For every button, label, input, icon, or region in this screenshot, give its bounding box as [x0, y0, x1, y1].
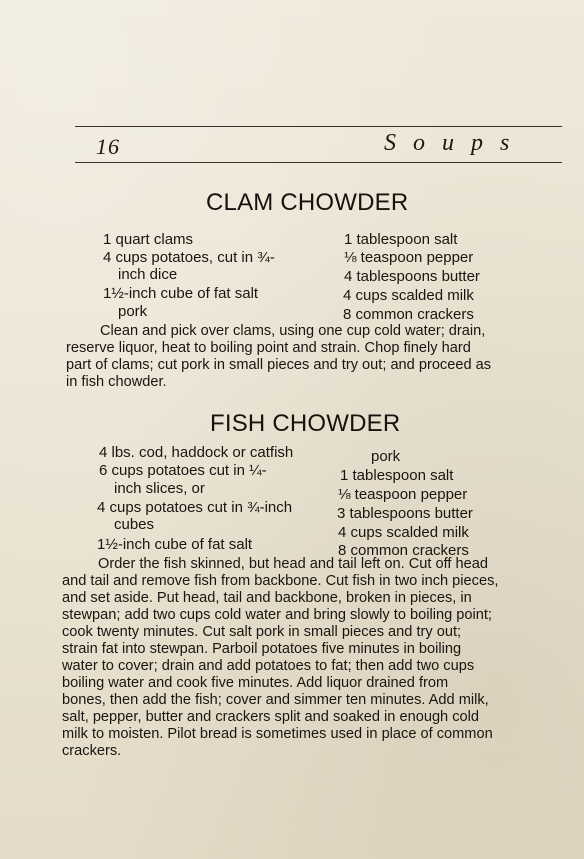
fish-ingredient: cubes — [114, 516, 155, 533]
direction-line: strain fat into stewpan. Parboil potatoes five minutes in boiling — [62, 641, 462, 657]
fish-chowder-directions — [62, 556, 498, 760]
fish-ingredient: inch slices, or — [114, 480, 205, 497]
clam-ingredient: 4 tablespoons butter — [344, 268, 480, 285]
clam-chowder-directions — [66, 323, 491, 391]
direction-line: and tail and remove fish from backbone. Cut fish in two inch pieces, — [62, 573, 499, 589]
fish-ingredient: 4 cups potatoes cut in ¾-inch — [97, 499, 293, 516]
fish-ingredient: 3 tablespoons butter — [337, 505, 473, 522]
fish-ingredient: ⅛ teaspoon pepper — [338, 486, 468, 503]
clam-ingredient: 1 quart clams — [103, 231, 194, 248]
clam-ingredient: 1½-inch cube of fat salt — [103, 285, 259, 302]
fish-ingredient: 1½-inch cube of fat salt — [97, 536, 253, 553]
page-number: 16 — [96, 134, 120, 159]
direction-line: cook twenty minutes. Cut salt pork in small pieces and try out; — [62, 624, 462, 640]
clam-ingredient: 4 cups scalded milk — [343, 287, 474, 304]
direction-line: milk to moisten. Pilot bread is sometimes used in place of common — [62, 726, 493, 742]
direction-line: boiling water and cook five minutes. Add liquor drained from — [62, 675, 449, 691]
fish-ingredient: 8 common crackers — [338, 542, 469, 559]
clam-ingredient: ⅛ teaspoon pepper — [344, 249, 474, 266]
direction-line: part of clams; cut pork in small pieces and try out; and proceed as — [66, 357, 492, 373]
direction-line: crackers. — [62, 743, 122, 759]
direction-line: Clean and pick over clams, using one cup cold water; drain, — [100, 323, 486, 339]
fish-chowder-title: FISH CHOWDER — [210, 410, 401, 437]
fish-ingredient: pork — [371, 448, 401, 465]
clam-ingredient: inch dice — [118, 266, 178, 283]
direction-line: water to cover; drain and add potatoes to fat; then add two cups — [62, 658, 475, 674]
direction-line: Order the fish skinned, but head and tail left on. Cut off head — [98, 556, 488, 572]
direction-line: and set aside. Put head, tail and backbone, broken in pieces, in — [62, 590, 472, 606]
clam-ingredient: pork — [118, 303, 148, 320]
direction-line: salt, pepper, butter and crackers split and soaked in enough cold — [62, 709, 479, 725]
running-head: Soups — [384, 130, 527, 156]
clam-ingredient: 8 common crackers — [343, 306, 474, 323]
fish-ingredient: 1 tablespoon salt — [340, 467, 454, 484]
clam-ingredient: 1 tablespoon salt — [344, 231, 458, 248]
header-bottom-rule — [75, 162, 562, 163]
clam-chowder-title: CLAM CHOWDER — [206, 189, 409, 216]
fish-ingredient: 4 cups scalded milk — [338, 524, 469, 541]
fish-ingredient: 4 lbs. cod, haddock or catfish — [99, 444, 294, 461]
direction-line: in fish chowder. — [66, 374, 167, 390]
clam-ingredient: 4 cups potatoes, cut in ¾- — [103, 249, 275, 266]
fish-ingredient: 6 cups potatoes cut in ¼- — [99, 462, 267, 479]
direction-line: reserve liquor, heat to boiling point and strain. Chop finely hard — [66, 340, 471, 356]
header-top-rule — [75, 126, 562, 127]
direction-line: bones, then add the fish; cover and simmer ten minutes. Add milk, — [62, 692, 489, 708]
direction-line: stewpan; add two cups cold water and bring slowly to boiling point; — [62, 607, 492, 623]
